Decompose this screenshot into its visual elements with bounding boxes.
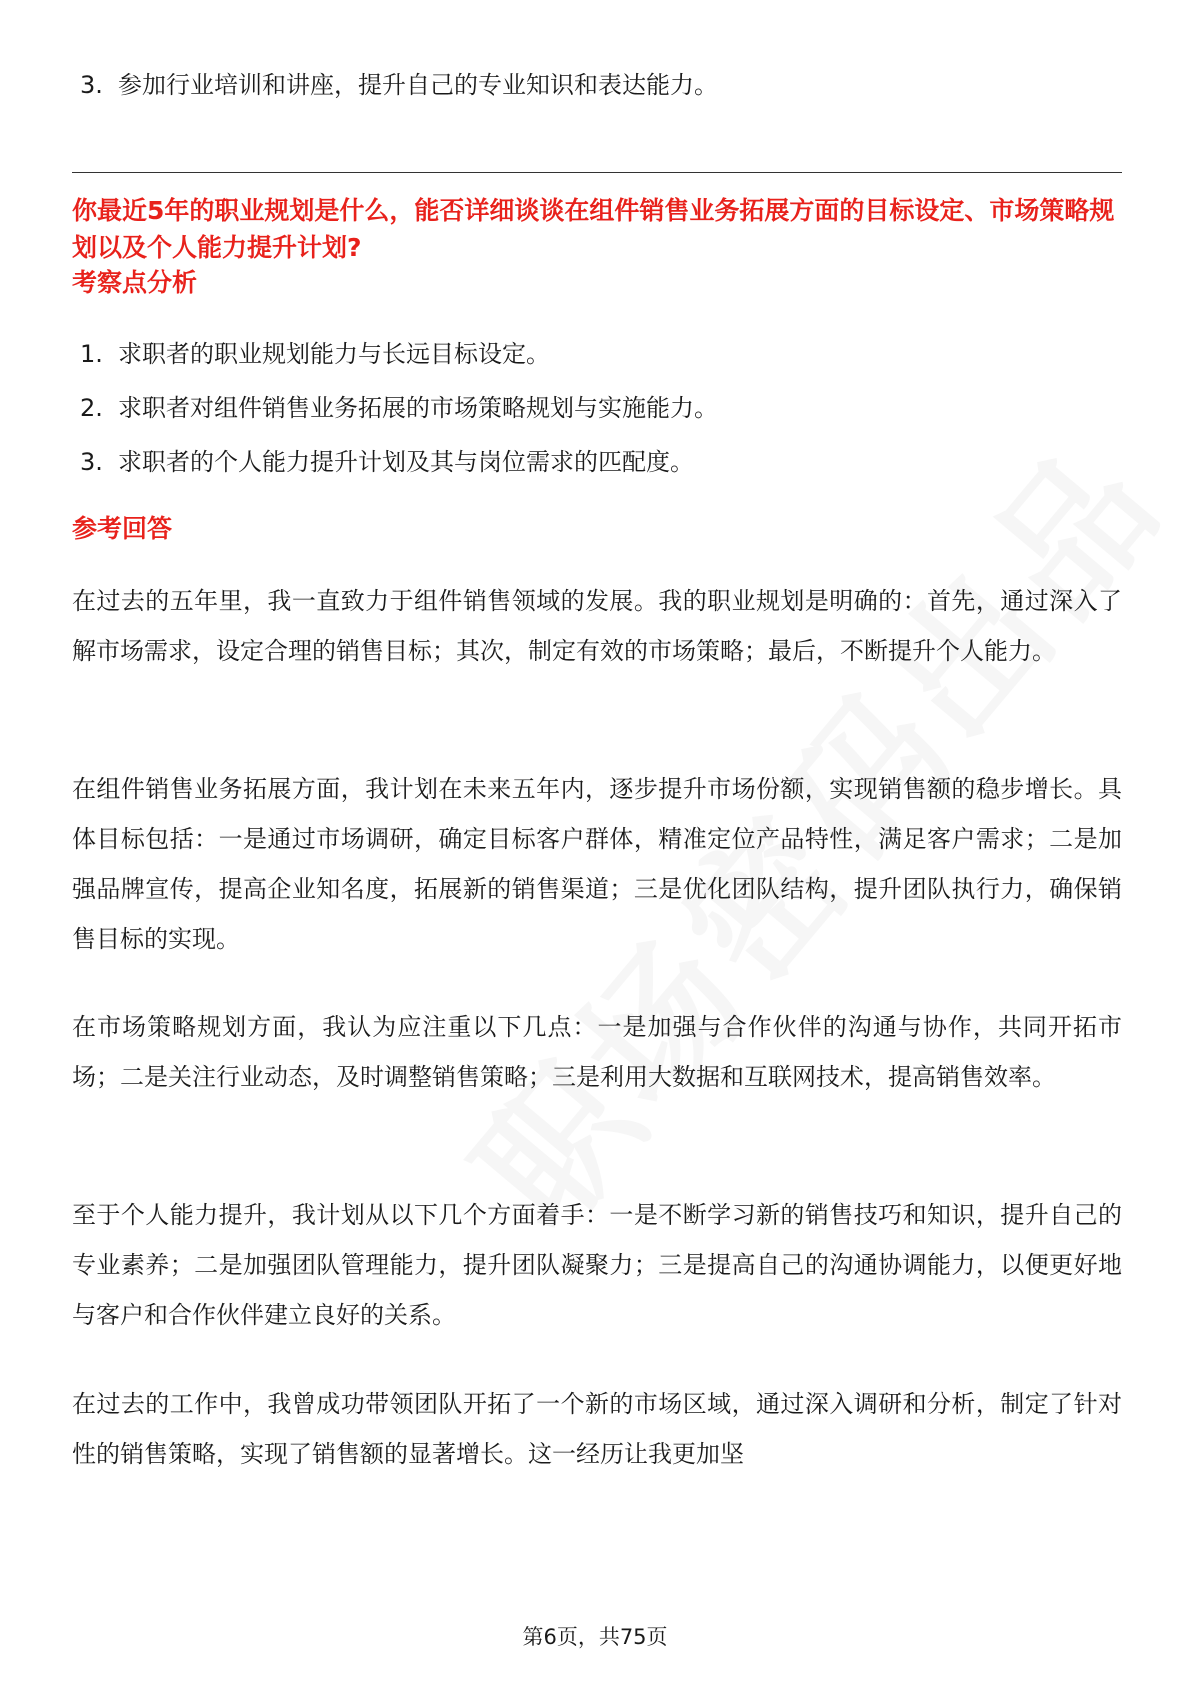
list-item bbox=[80, 337, 550, 371]
answer-paragraph: 在过去的工作中，我曾成功带领团队开拓了一个新的市场区域，通过深入调研和分析，制定了针对性的销售策略，实现了销售额的显著增长。这一经历让我更加坚 bbox=[72, 1390, 1122, 1468]
list-text: 求职者的职业规划能力与长远目标设定。 bbox=[118, 340, 550, 368]
page-footer: 第6页，共75页 bbox=[522, 1625, 668, 1649]
question-heading: 你最近5年的职业规划是什么，能否详细谈谈在组件销售业务拓展方面的目标设定、市场策略规划以及个人能力提升计划? bbox=[72, 196, 1115, 262]
list-number: 1. bbox=[80, 340, 103, 368]
divider bbox=[72, 172, 1122, 173]
list-item bbox=[80, 68, 718, 102]
answer-paragraph: 在市场策略规划方面，我认为应注重以下几点：一是加强与合作伙伴的沟通与协作，共同开拓市场；二是关注行业动态，及时调整销售策略；三是利用大数据和互联网技术，提高销售效率。 bbox=[72, 1013, 1122, 1091]
list-item bbox=[80, 445, 694, 479]
answer-title: 参考回答 bbox=[72, 514, 173, 543]
list-text: 求职者的个人能力提升计划及其与岗位需求的匹配度。 bbox=[118, 448, 694, 476]
answer-paragraph: 至于个人能力提升，我计划从以下几个方面着手：一是不断学习新的销售技巧和知识，提升自己的专业素养；二是加强团队管理能力，提升团队凝聚力；三是提高自己的沟通协调能力，以便更好地与客户和合作伙伴建立良好的关系。 bbox=[72, 1201, 1122, 1329]
list-text: 求职者对组件销售业务拓展的市场策略规划与实施能力。 bbox=[118, 394, 718, 422]
list-item bbox=[80, 391, 718, 425]
list-number: 2. bbox=[80, 394, 103, 422]
answer-paragraph: 在组件销售业务拓展方面，我计划在未来五年内，逐步提升市场份额，实现销售额的稳步增长。具体目标包括：一是通过市场调研，确定目标客户群体，精准定位产品特性，满足客户需求；二是加强品牌宣传，提高企业知名度，拓展新的销售渠道；三是优化团队结构，提升团队执行力，确保销售目标的实现。 bbox=[72, 775, 1122, 953]
analysis-title: 考察点分析 bbox=[72, 268, 198, 297]
list-number: 3. bbox=[80, 448, 103, 476]
answer-paragraph: 在过去的五年里，我一直致力于组件销售领域的发展。我的职业规划是明确的：首先，通过深入了解市场需求，设定合理的销售目标；其次，制定有效的市场策略；最后，不断提升个人能力。 bbox=[72, 587, 1122, 665]
list-text: 参加行业培训和讲座，提升自己的专业知识和表达能力。 bbox=[118, 71, 718, 99]
list-number: 3. bbox=[80, 71, 103, 99]
